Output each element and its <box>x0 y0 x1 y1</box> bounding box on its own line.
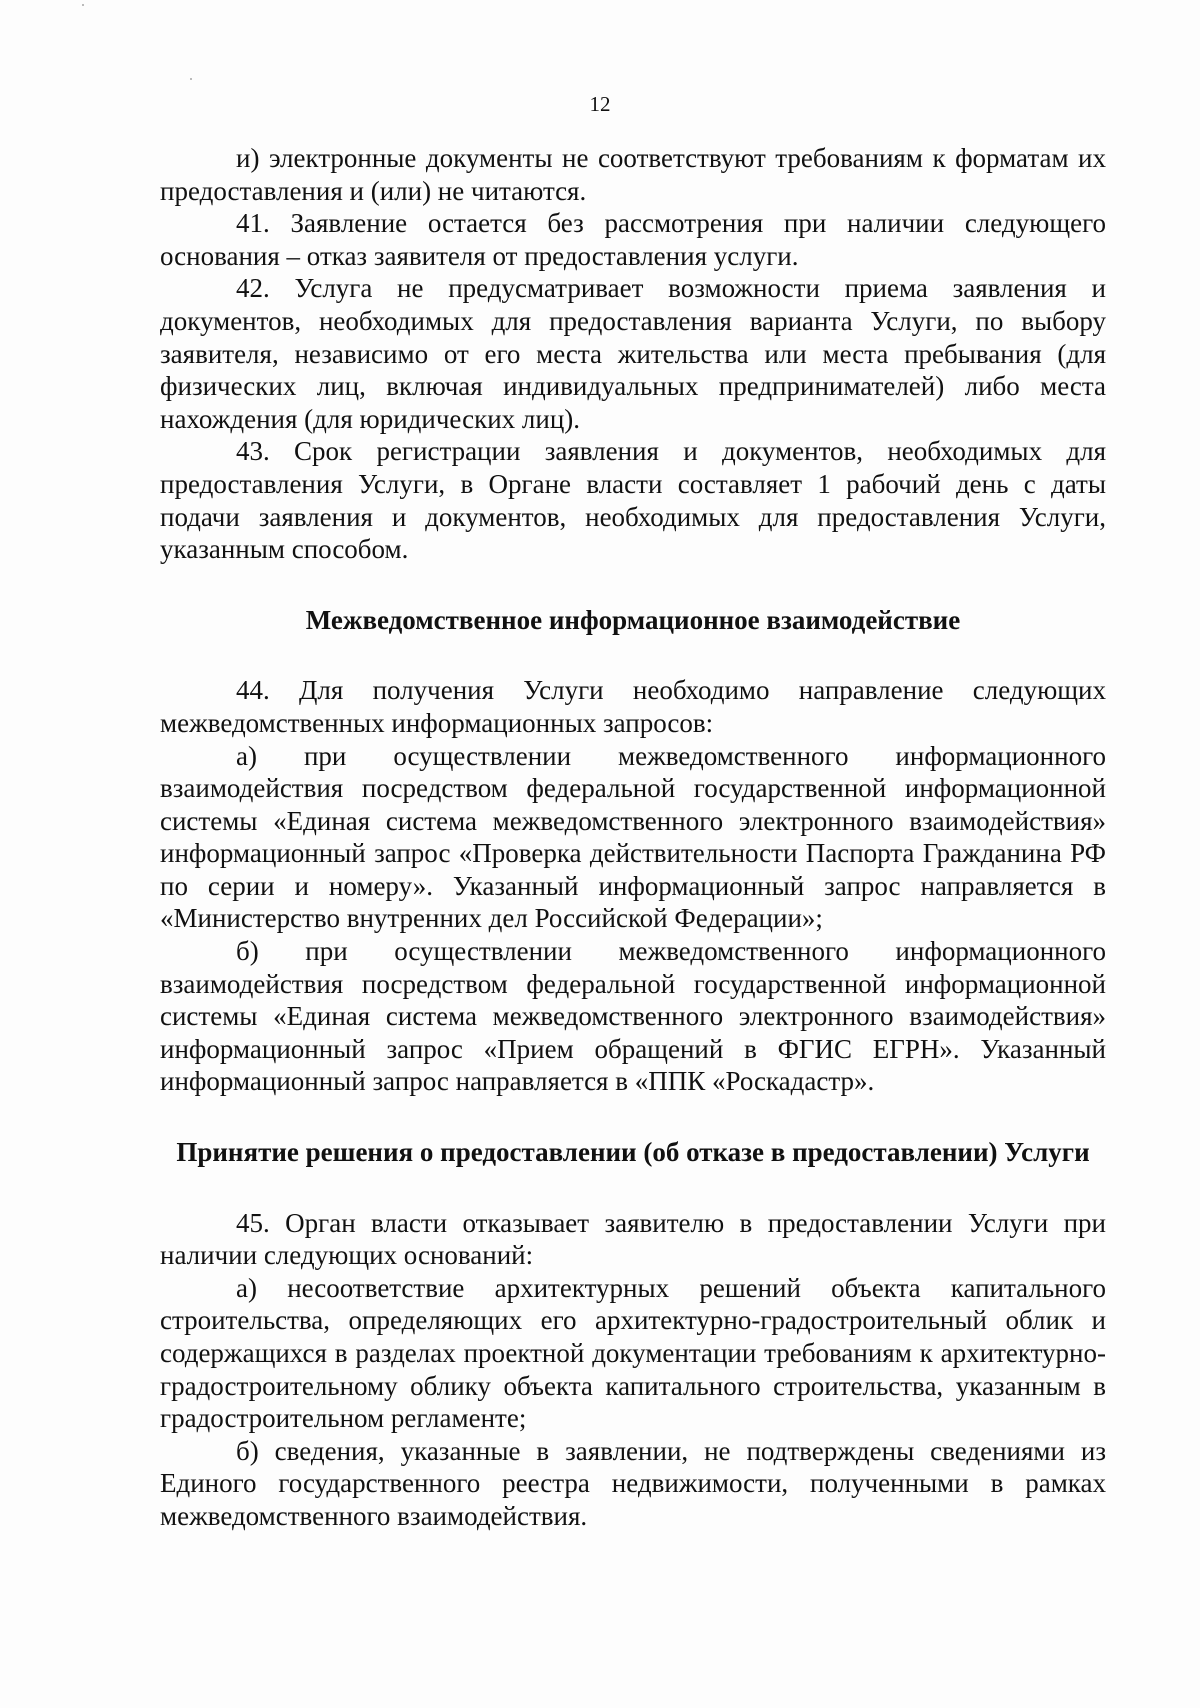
paragraph-item-i: и) электронные документы не соответствуют требованиям к форматам их предоставления и (или) не читаются. <box>160 143 1106 206</box>
scan-artifact <box>82 4 84 6</box>
paragraph-44-b: б) при осуществлении межведомственного информационного взаимодействия посредством федеральной государственной информационной системы «Единая система межведомственного электронного взаимодействия» информационный запрос «Прием обращений в ФГИС ЕГРН». Указанный информационный запрос направляется в «ППК «Роскадастр». <box>160 936 1106 1097</box>
section-heading-interagency: Межведомственное информационное взаимодействие <box>305 604 961 635</box>
paragraph-45-a: а) несоответствие архитектурных решений объекта капитального строительства, определяющих его архитектурно-градостроительный облик и содержащихся в разделах проектной документации требованиям к архитектурно-градостроительному облику объекта капитального строительства, указанным в градостроительном регламенте; <box>160 1272 1106 1434</box>
scan-artifact <box>190 78 192 80</box>
paragraph-44-a: а) при осуществлении межведомственного информационного взаимодействия посредством федеральной государственной информационной системы «Единая система межведомственного электронного взаимодействия» информационный запрос «Проверка действительности Паспорта Гражданина РФ по серии и номеру». Указанный информационный запрос направляется в «Министерство внутренних дел Российской Федерации»; <box>160 740 1106 934</box>
section-heading-decision: Принятие решения о предоставлении (об отказе в предоставлении) Услуги <box>176 1137 1090 1168</box>
paragraph-45-b: б) сведения, указанные в заявлении, не подтверждены сведениями из Единого государственного реестра недвижимости, полученными в рамках межведомственного взаимодействия. <box>160 1435 1106 1531</box>
page-number: 12 <box>589 92 611 116</box>
paragraph-42: 42. Услуга не предусматривает возможности приема заявления и документов, необходимых для предоставления варианта Услуги, по выбору заявителя, независимо от его места жительства или места пребывания (для физических лиц, включая индивидуальных предпринимателей) либо места нахождения (для юридических лиц). <box>160 273 1106 434</box>
paragraph-43: 43. Срок регистрации заявления и документов, необходимых для предоставления Услуги, в Органе власти составляет 1 рабочий день с даты подачи заявления и документов, необходимых для предоставления Услуги, указанным способом. <box>160 436 1106 565</box>
paragraph-45: 45. Орган власти отказывает заявителю в предоставлении Услуги при наличии следующих оснований: <box>160 1207 1106 1271</box>
paragraph-41: 41. Заявление остается без рассмотрения при наличии следующего основания – отказ заявителя от предоставления услуги. <box>160 208 1106 271</box>
document-body <box>160 142 1106 1533</box>
paragraph-44: 44. Для получения Услуги необходимо направление следующих межведомственных информационных запросов: <box>160 675 1106 738</box>
